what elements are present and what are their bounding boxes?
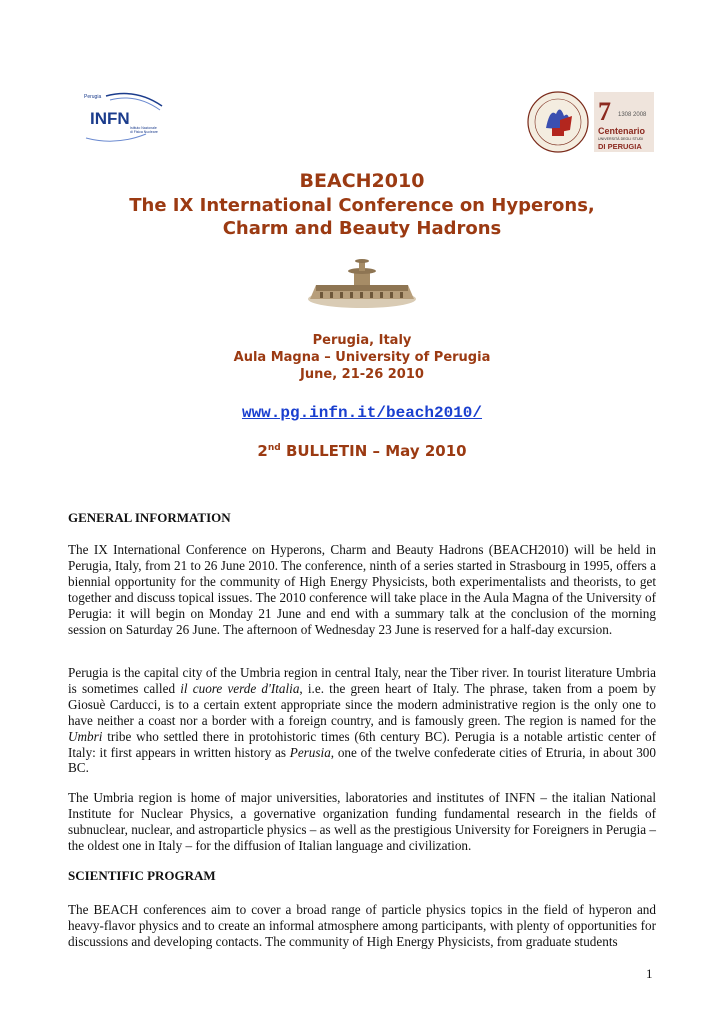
page-number: 1 bbox=[646, 966, 653, 981]
infn-logo bbox=[76, 88, 166, 146]
general-paragraph-1: The IX International Conference on Hyperons, Charm and Beauty Hadrons (BEACH2010) will be held in Perugia, Italy, from 21 to 26 June 2010. The conference, ninth of a series started in Strasbourg in 1995, offers a biennial opportunity for the community of High Energy Physicists, both experimentalists and theorists, to get together and discuss topical issues. The 2010 conference will take place in the Aula Magna of the University of Perugia: it will begin on Monday 21 June and end with a summary talk at the conclusion of the morning session on Saturday 26 June. The afternoon of Wednesday 23 June is reserved for a half-day excursion. bbox=[68, 542, 656, 637]
p2-italic-cuore: il cuore verde d'Italia bbox=[180, 680, 300, 696]
centenario-perugia-line: DI PERUGIA bbox=[598, 142, 642, 151]
scientific-paragraph-1: The BEACH conferences aim to cover a broad range of particle physics topics in the field of hyperon and heavy-flavor physics and to create an informal atmosphere among participants, with plenty of opportunities for discussions and developing contacts. The community of High Energy Physicists, from graduate students bbox=[68, 902, 656, 949]
infn-city-text: Perugia bbox=[84, 94, 102, 100]
bulletin-ordinal: nd bbox=[267, 443, 281, 453]
general-paragraph-3: The Umbria region is home of major universities, laboratories and institutes of INFN – the italian National Institute for Nuclear Physics, a governative organization funding fundamental research in the fields of subnuclear, nuclear, and astroparticle physics – as well as the prestigious University for Foreigners in Perugia – the oldest one in Italy – for the diffusion of Italian language and civilization. bbox=[68, 790, 656, 853]
p2-italic-umbri: Umbri bbox=[68, 728, 103, 744]
aula-magna-image bbox=[306, 255, 418, 310]
university-seal-icon bbox=[528, 92, 588, 152]
location-dates: June, 21-26 2010 bbox=[300, 367, 424, 382]
centenario-word: Centenario bbox=[598, 126, 646, 136]
centenario-university-line: UNIVERSITÀ DEGLI STUDI bbox=[598, 137, 644, 141]
infn-subtitle-1: Istituto Nazionale bbox=[130, 126, 157, 130]
p2-text-a: Perugia is the capital city of the Umbria region in central Italy, near the Tiber river. In tourist literature Umbria is sometimes called bbox=[68, 665, 656, 696]
scientific-program-heading: SCIENTIFIC PROGRAM bbox=[68, 868, 216, 883]
conference-subtitle-line1: The IX International Conference on Hyperons, bbox=[129, 195, 595, 216]
p2-text-d: , one of the twelve confederate cities of Etruria, in about 300 BC. bbox=[68, 744, 656, 776]
general-paragraph-2 bbox=[68, 665, 656, 776]
infn-name-text: INFN bbox=[90, 109, 130, 128]
svg-text:7: 7 bbox=[598, 97, 611, 126]
centenario-logo bbox=[594, 92, 654, 152]
location-venue: Aula Magna – University of Perugia bbox=[233, 350, 491, 365]
conference-title: BEACH2010 bbox=[299, 170, 425, 192]
bulletin-text: BULLETIN – May 2010 bbox=[280, 442, 467, 460]
bulletin-number: 2 bbox=[257, 442, 268, 460]
centenario-years: 1308 2008 bbox=[618, 112, 647, 118]
university-logos bbox=[526, 90, 656, 154]
conference-subtitle-line2: Charm and Beauty Hadrons bbox=[222, 218, 502, 239]
general-information-heading: GENERAL INFORMATION bbox=[68, 510, 231, 525]
bulletin-heading bbox=[0, 442, 724, 460]
p2-text-c: tribe who settled there in protohistoric times (6th century BC). Perugia is a notable artistic center of Italy: it first appears in written history as bbox=[68, 728, 656, 760]
p2-text-b: , i.e. the green heart of Italy. The phrase, taken from a poem by Giosuè Carducci, is to a certain extent appropriate since the modern administrative region is the only one to have neither a coast nor a border with a foreign country, and is famously green. The region is named for the bbox=[68, 680, 657, 728]
location-city: Perugia, Italy bbox=[312, 333, 412, 348]
infn-subtitle-2: di Fisica Nucleare bbox=[130, 130, 158, 134]
p2-italic-perusia: Perusia bbox=[289, 744, 331, 760]
website-link[interactable]: www.pg.infn.it/beach2010/ bbox=[241, 404, 483, 422]
